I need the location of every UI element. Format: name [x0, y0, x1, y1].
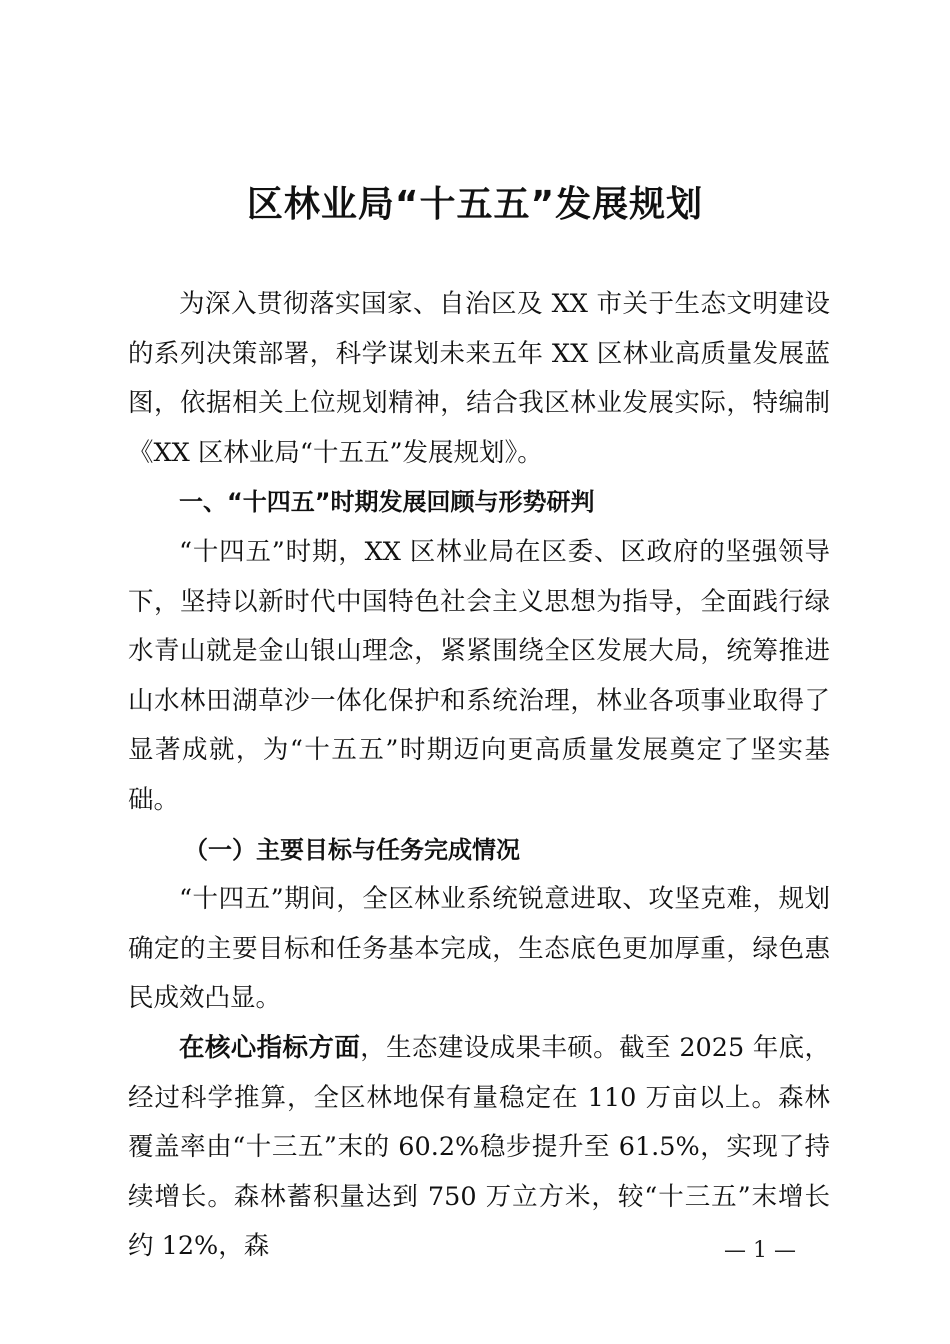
page-number: — 1 — [724, 1238, 796, 1263]
core-indicators-lead: 在核心指标方面 [179, 1032, 361, 1063]
section-1-paragraph: “十四五”时期，XX 区林业局在区委、区政府的坚强领导下，坚持以新时代中国特色社会主义思想为指导，全面践行绿水青山就是金山银山理念，紧紧围绕全区发展大局，统筹推进山水林田湖草沙一体化保护和系统治理，林业各项事业取得了显著成就，为“十五五”时期迈向更高质量发展奠定了坚实基础。 [128, 536, 830, 815]
document-title: 区林业局“十五五”发展规划 [246, 184, 704, 225]
section-heading-1: 一、“十四五”时期发展回顾与形势研判 [179, 488, 595, 517]
subsection-1-paragraph: “十四五”期间，全区林业系统锐意进取、攻坚克难，规划确定的主要目标和任务基本完成，生态底色更加厚重，绿色惠民成效凸显。 [128, 884, 830, 1014]
core-indicators-text: ，生态建设成果丰硕。截至 2025 年底，经过科学推算，全区林地保有量稳定在 110 万亩以上。森林覆盖率由“十三五”末的 60.2%稳步提升至 61.5%，实现了持续增长。森林蓄积量达到 750 万立方米，较“十三五”末增长约 12%，森 [128, 1032, 830, 1262]
document-body [128, 280, 830, 1272]
subsection-heading-1: （一）主要目标与任务完成情况 [184, 835, 520, 864]
intro-paragraph: 为深入贯彻落实国家、自治区及 XX 市关于生态文明建设的系列决策部署，科学谋划未来五年 XX 区林业高质量发展蓝图，依据相关上位规划精神，结合我区林业发展实际，特编制《XX 区林业局“十五五”发展规划》。 [128, 289, 830, 468]
